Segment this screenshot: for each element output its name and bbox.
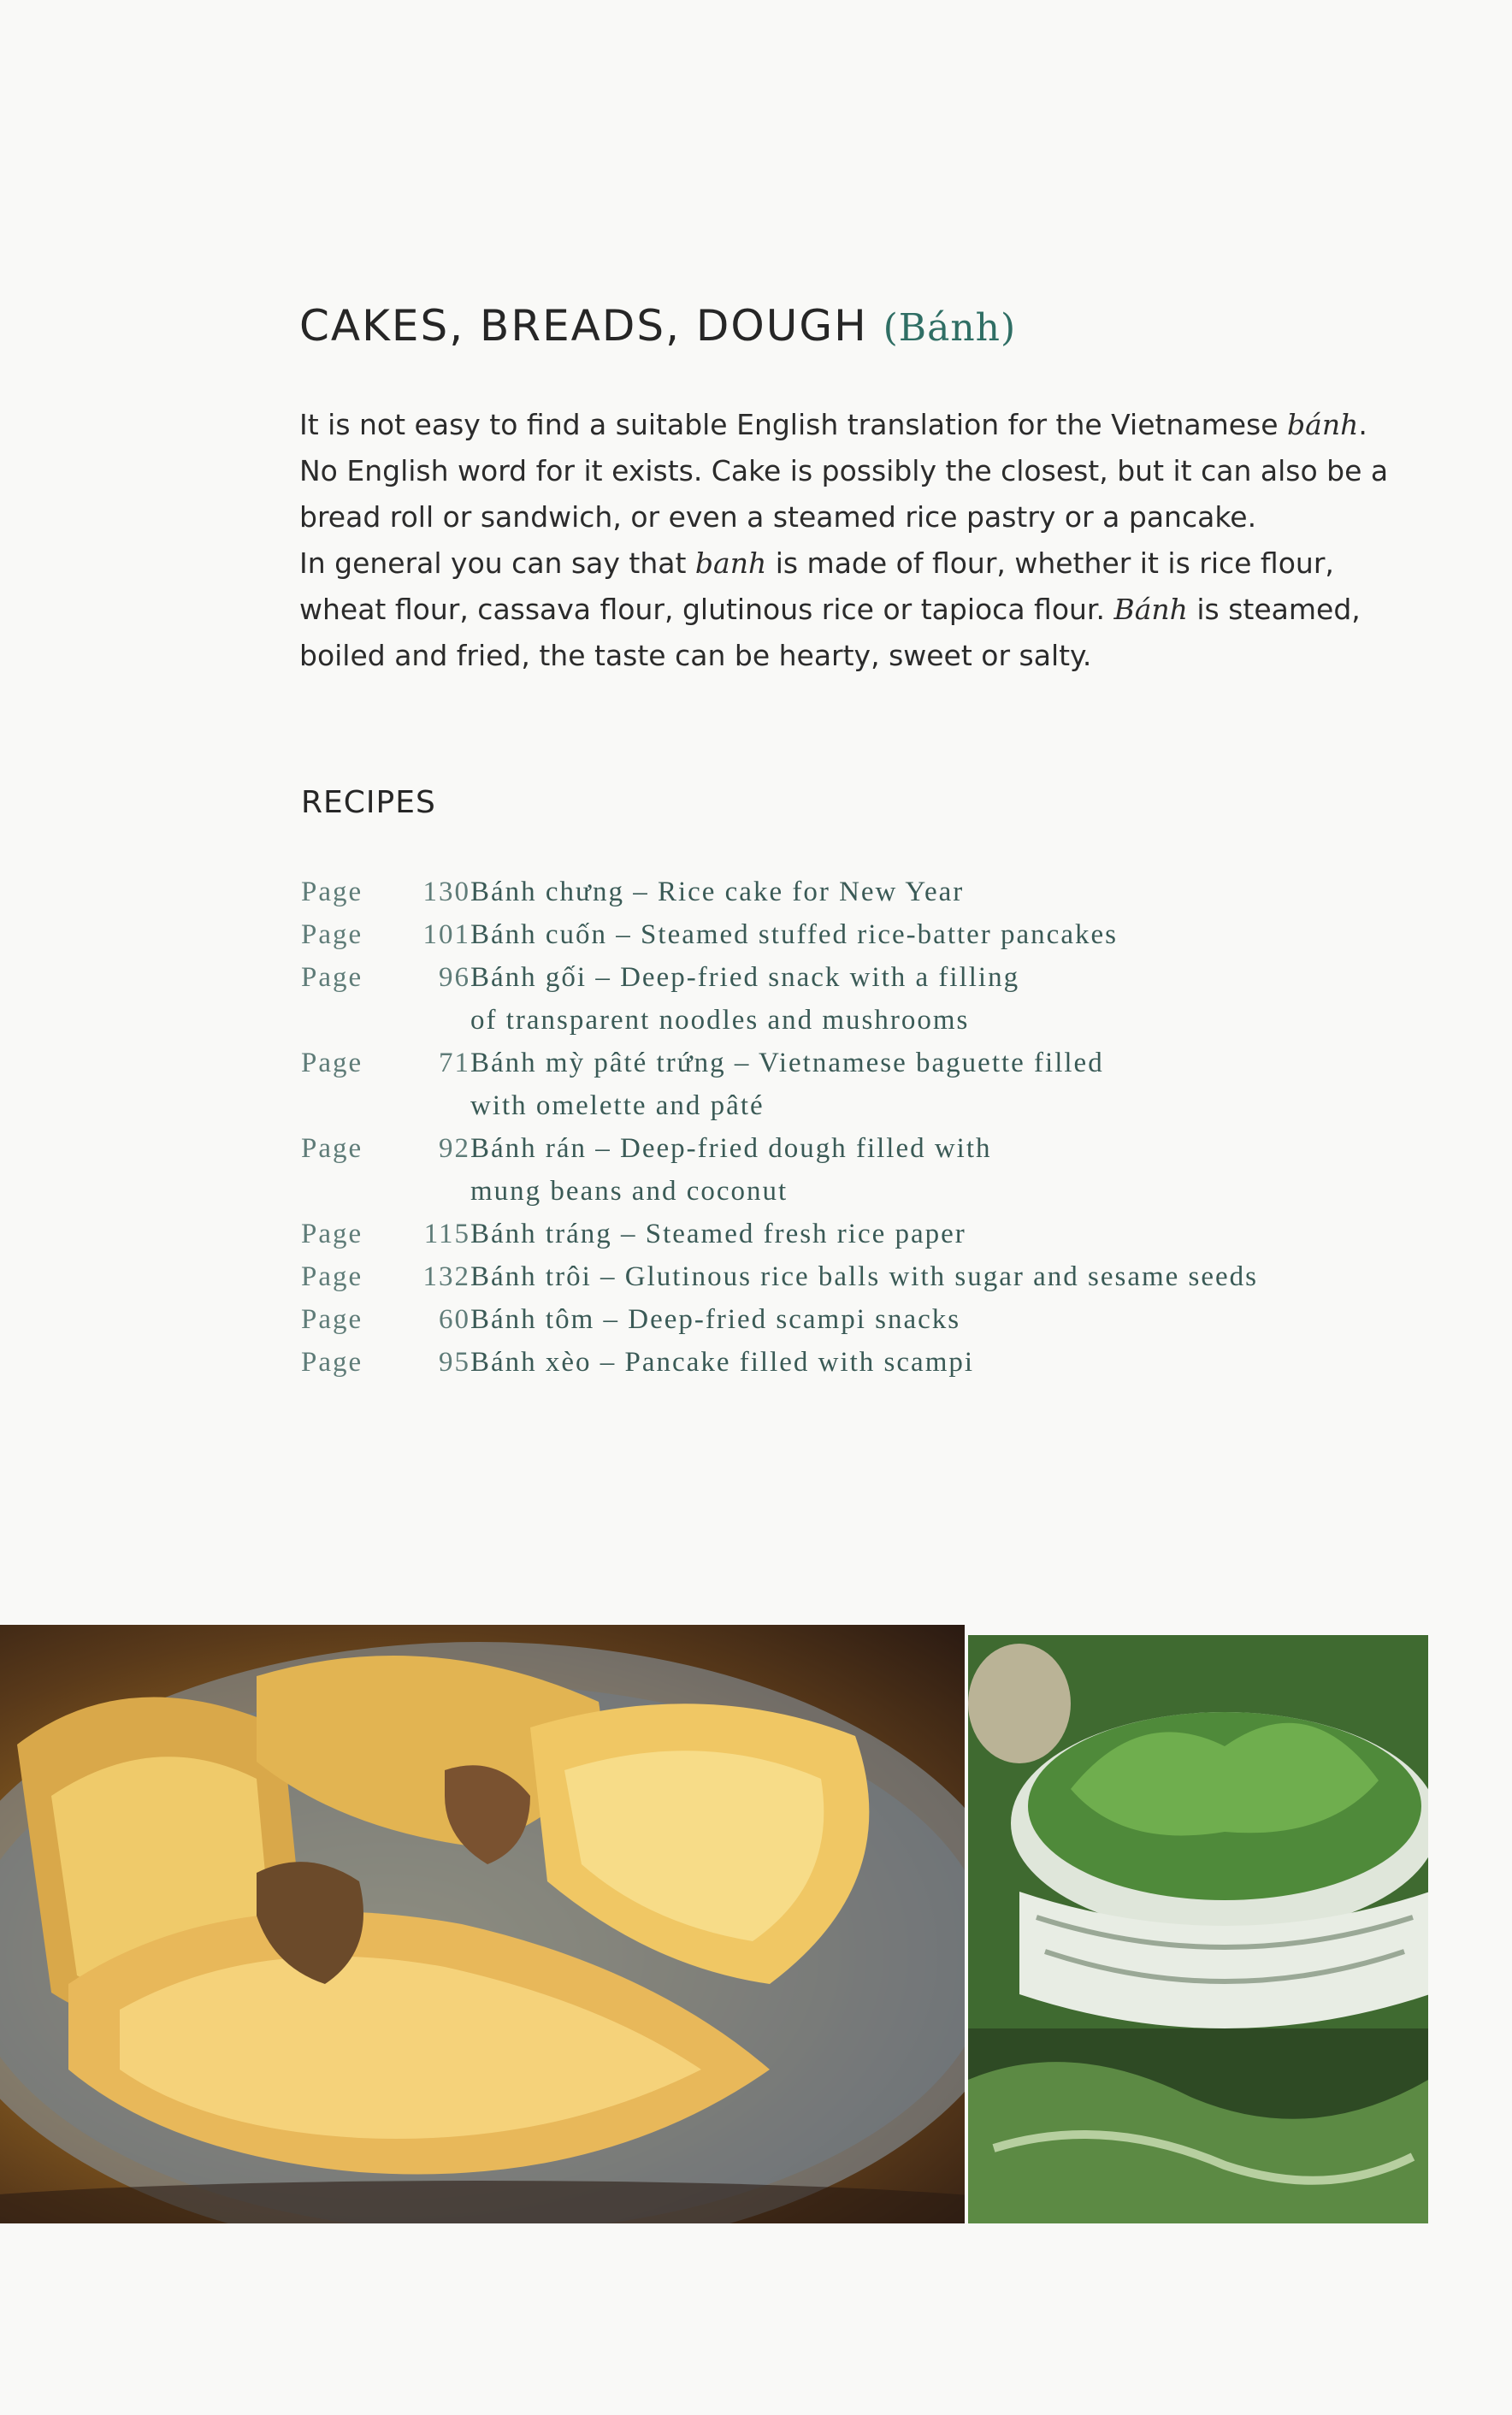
intro-line: In general you can say that banh is made of flour, whether it is rice flour, — [299, 546, 1334, 580]
recipe-description: Bánh rán – Deep-fried dough filled with mung beans and coconut — [470, 1133, 992, 1207]
recipe-description: Bánh cuốn – Steamed stuffed rice-batter pancakes — [470, 919, 1118, 950]
photo-strip — [0, 1625, 1437, 2223]
recipe-page-ref: Page 101 — [301, 919, 470, 950]
title-main: CAKES, BREADS, DOUGH — [299, 301, 868, 351]
recipe-page-ref: Page 115 — [301, 1219, 470, 1249]
recipe-item — [301, 1298, 1438, 1341]
herb-basket-photo — [968, 1635, 1428, 2223]
recipe-description: Bánh tráng – Steamed fresh rice paper — [470, 1219, 966, 1249]
recipe-item — [301, 1341, 1438, 1384]
recipe-page-ref: Page 60 — [301, 1304, 470, 1335]
fried-pastries-illustration — [0, 1625, 965, 2223]
intro-paragraph — [299, 402, 1428, 679]
intro-line: bread roll or sandwich, or even a steamed rice pastry or a pancake. — [299, 500, 1257, 534]
page-title — [299, 301, 1016, 351]
intro-line: wheat flour, cassava flour, glutinous rice or tapioca flour. Bánh is steamed, — [299, 593, 1361, 626]
recipe-page-ref: Page 71 — [301, 1048, 470, 1078]
recipe-item — [301, 1042, 1438, 1127]
intro-line: It is not easy to find a suitable English translation for the Vietnamese bánh. — [299, 408, 1367, 441]
recipe-page-ref: Page 92 — [301, 1133, 470, 1164]
recipe-item — [301, 1255, 1438, 1298]
recipe-description: Bánh tôm – Deep-fried scampi snacks — [470, 1304, 961, 1335]
recipes-heading: RECIPES — [301, 785, 436, 820]
intro-line: boiled and fried, the taste can be hearty, sweet or salty. — [299, 639, 1092, 672]
recipe-description: Bánh trôi – Glutinous rice balls with sugar and sesame seeds — [470, 1261, 1259, 1292]
recipe-item — [301, 1127, 1438, 1213]
recipe-description: Bánh xèo – Pancake filled with scampi — [470, 1347, 975, 1378]
title-subtitle: (Bánh) — [883, 306, 1017, 350]
recipe-item — [301, 956, 1438, 1042]
recipe-page-ref: Page 95 — [301, 1347, 470, 1378]
recipe-description: Bánh chưng – Rice cake for New Year — [470, 877, 965, 907]
herb-basket-illustration — [968, 1635, 1428, 2223]
recipe-item — [301, 1213, 1438, 1255]
recipe-description: Bánh mỳ pâté trứng – Vietnamese baguette filled with omelette and pâté — [470, 1048, 1104, 1121]
recipe-page-ref: Page 130 — [301, 877, 470, 907]
intro-line: No English word for it exists. Cake is possibly the closest, but it can also be a — [299, 454, 1389, 487]
recipe-item — [301, 871, 1438, 913]
recipe-page-ref: Page 96 — [301, 962, 470, 993]
recipe-item — [301, 913, 1438, 956]
fried-pastries-photo — [0, 1625, 965, 2223]
recipe-page-ref: Page 132 — [301, 1261, 470, 1292]
recipe-list — [301, 871, 1438, 1384]
recipe-description: Bánh gối – Deep-fried snack with a filling of transparent noodles and mushrooms — [470, 962, 1020, 1036]
